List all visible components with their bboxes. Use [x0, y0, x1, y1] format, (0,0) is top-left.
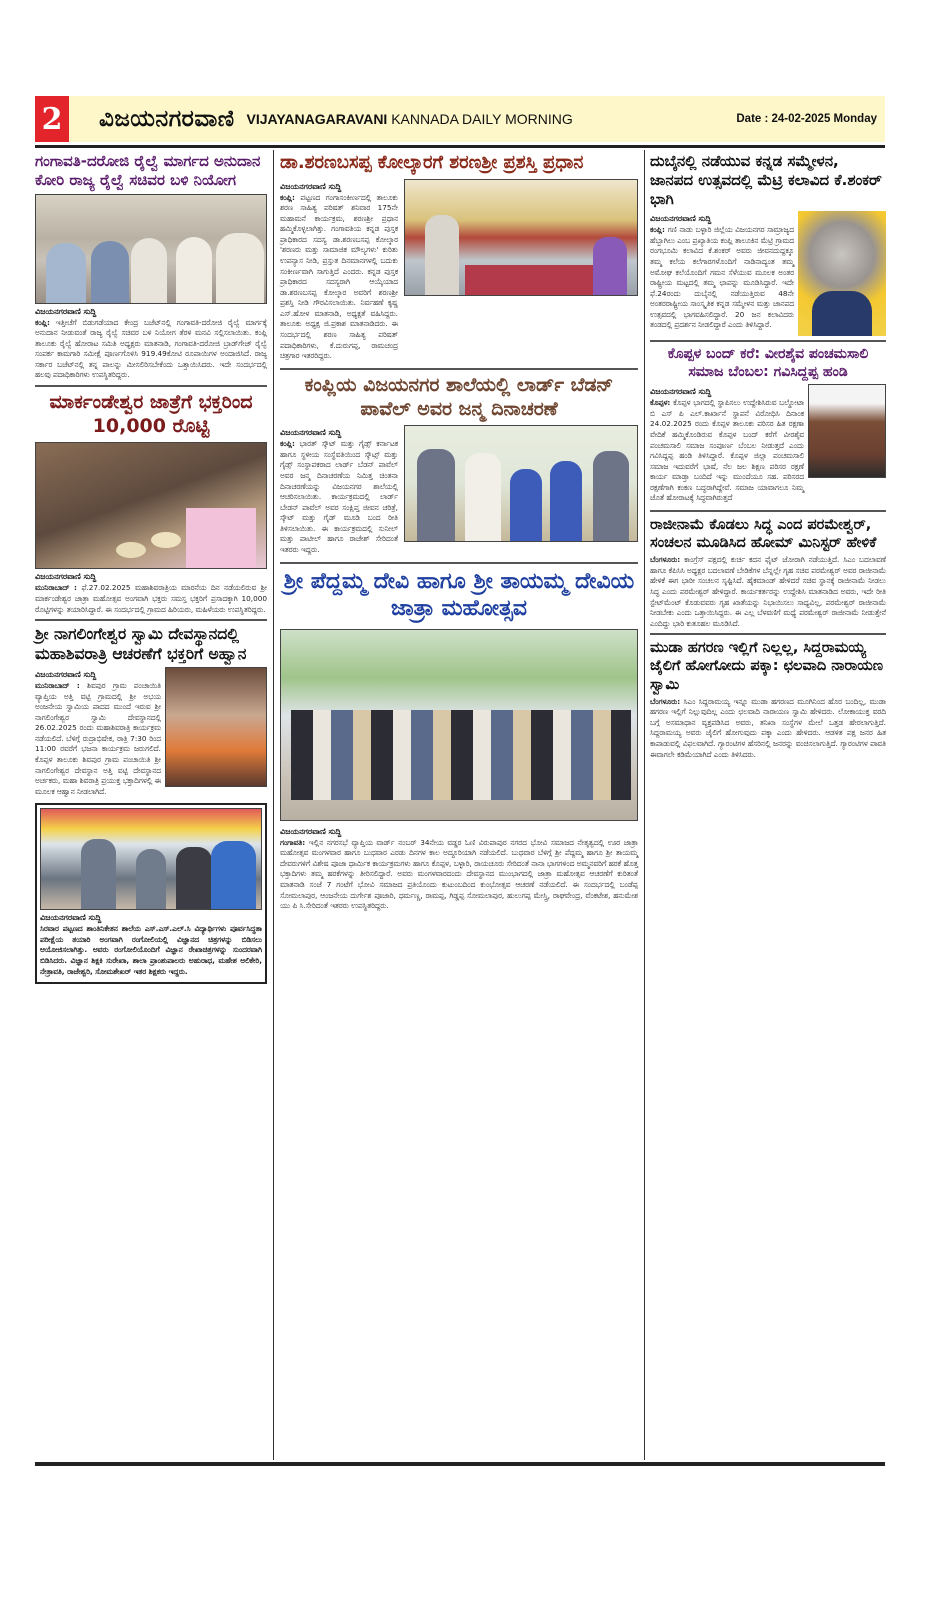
- issue-date: Date : 24-02-2025 Monday: [736, 113, 877, 125]
- headline: ಶ್ರೀ ಪೆದ್ದಮ್ಮ ದೇವಿ ಹಾಗೂ ಶ್ರೀ ತಾಯಮ್ಮ ದೇವಿಯ ಜಾತ್ರಾ ಮಹೋತ್ಸವ: [283, 568, 635, 622]
- headline: ಕಂಪ್ಲಿಯ ವಿಜಯನಗರ ಶಾಲೆಯಲ್ಲಿ ಲಾರ್ಡ್ ಬೆಡನ್ ಪಾವೆಲ್ ಅವರ ಜನ್ಮ ದಿನಾಚರಣೆ: [304, 373, 614, 420]
- article-separator: [35, 619, 267, 621]
- dateline: ಕಂಪ್ಲಿ:: [280, 439, 295, 449]
- column-divider: [644, 150, 645, 1460]
- byline: ವಿಜಯನಗರವಾಣಿ ಸುದ್ದಿ: [35, 306, 97, 316]
- body-text: ಪಟ್ಟಣದ ಗಂಗಾಸಂಕೀರ್ಣದಲ್ಲಿ ತಾಲೂಕು ಶರಣ ಸಾಹಿತ್ಯ ಪರಿಷತ್ ಶನಿವಾರ 175ನೇ ಮಹಾಮನೆ ಕಾರ್ಯಕ್ರಮ, ಶರಣಶ್ರೀ ಪ್ರಧಾನ ಹಮ್ಮಿಕೊಳ್ಳಲಾಗಿತ್ತು. ಗಂಗಾವತಿಯ ಕನ್ನಡ ಪುಸ್ತಕ ಪ್ರಾಧಿಕಾರದ ಸದಸ್ಯ ಡಾ.ಶರಣಬಸಪ್ಪ ಕೋಲ್ಕಾರ 'ಶರಣರು ಮತ್ತು ಸಾಮಾಜಿಕ ಮೌಲ್ಯಗಳು' ಕುರಿತು ಉಪನ್ಯಾಸ ನೀಡಿ, ಪ್ರಸ್ತುತ ದಿನಮಾನಗಳಲ್ಲಿ ಬದುಕು ಸಂಕೀರ್ಣವಾಗಿ ಸಾಗುತ್ತಿದೆ ಎಂದರು. ಕನ್ನಡ ಪುಸ್ತಕ ಪ್ರಾಧಿಕಾರದ ಸದಸ್ಯರಾಗಿ ಆಯ್ಕೆಯಾದ ಡಾ.ಶರಣಬಸಪ್ಪ ಕೋಲ್ಕಾರ ಅವರಿಗೆ ಶರಣಶ್ರೀ ಪ್ರಶಸ್ತಿ ನೀಡಿ ಗೌರವಿಸಲಾಯಿತು. ನಿರ್ವಹಣೆ ಕೃಷ್ಣ ಎಸ್.ಹೋಳ ಮಾತನಾಡಿ, ಅಧ್ಯಕ್ಷತೆ ವಹಿಸಿದ್ದರು. ತಾಲೂಕು ಅಧ್ಯಕ್ಷ ಜಿ.ಪ್ರಕಾಶ ಮಾತನಾಡಿದರು. ಈ ಸಂದರ್ಭದಲ್ಲಿ ಶರಣ ಸಾಹಿತ್ಯ ಪರಿಷತ್ ಪದಾಧಿಕಾರಿಗಳು, ಕೆ.ದುರುಗಪ್ಪ, ರಾಮಚಂದ್ರ ಚಿತ್ರಗಾರ ಇತರರಿದ್ದರು.: [280, 192, 398, 361]
- body-text: ಗಣಿ ನಾಡು ಬಳ್ಳಾರಿ ಜಿಲ್ಲೆಯ ವಿಜಯನಗರ ಸಾಮ್ರಾಜ್ಯದ ಹೆಬ್ಬಾಗಿಲು ಎಂಬ ಪ್ರಖ್ಯಾತಿಯ ಕಂಪ್ಲಿ ತಾಲೂಕಿನ ಮೆಟ್ರಿ ಗ್ರಾಮದ ರಂಗಭೂಮಿ ಕಲಾವಿದ ಕೆ.ಶಂಕರ್ ಅವರು ಜೀವನದುದ್ದಕ್ಕೂ ತಮ್ಮ ಕಲೆಯ ಕಲೆಗಾರಗಳೊಂದಿಗೆ ನಾಡಿನಾದ್ಯಂತ ತಮ್ಮ ಅಮೋಘ ಕಲೆಯೊಂದಿಗೆ ಗಮನ ಸೆಳೆಯುವ ಮೂಲಕ ಅಂತರ ರಾಷ್ಟ್ರೀಯ ಮಟ್ಟದಲ್ಲಿ ತಮ್ಮ ಛಾಪನ್ನು ಮೂಡಿಸಿದ್ದಾರೆ. ಇದೇ ಫೆ.24ರಂದು ದುಬೈನಲ್ಲಿ ನಡೆಯುತ್ತಿರುವ 48ನೇ ಅಂತರರಾಷ್ಟ್ರೀಯ ಸಾಂಸ್ಕೃತಿಕ ಕನ್ನಡ ಸಮ್ಮೇಳನ ಮತ್ತು ಜಾನಪದ ಉತ್ಸವದಲ್ಲಿ ಭಾಗವಹಿಸಲಿದ್ದಾರೆ. 20 ಜನ ಕಲಾವಿದರು ತಂಡದಲ್ಲಿ ಪ್ರದರ್ಶನ ನೀಡಲಿದ್ದಾರೆ ಎಂದು ತಿಳಿಸಿದ್ದಾರೆ.: [650, 225, 794, 330]
- headline: ಗಂಗಾವತಿ-ದರೋಜಿ ರೈಲ್ವೆ ಮಾರ್ಗದ ಅನುದಾನ ಕೋರಿ ರಾಜ್ಯ ರೈಲ್ವೆ ಸಚಿವರ ಬಳಿ ನಿಯೋಗ: [35, 152, 261, 189]
- article-separator: [650, 510, 886, 512]
- photo-jatra-group: [280, 629, 638, 821]
- article-body: [280, 193, 398, 362]
- article-markandeshwara: [35, 391, 267, 615]
- dateline: ಮುನಿರಾಬಾದ್ :: [35, 680, 80, 690]
- headline: ರಾಜೀನಾಮೆ ಕೊಡಲು ಸಿದ್ಧ ಎಂದ ಪರಮೇಶ್ವರ್, ಸಂಚಲನ ಮೂಡಿಸಿದ ಹೋಮ್ ಮಿನಿಸ್ಟರ್ ಹೇಳಿಕೆ: [650, 517, 877, 552]
- article-body: [650, 555, 886, 629]
- photo-rotti-making: [35, 442, 267, 569]
- body-text: ಶಿವಪುರ ಗ್ರಾಮ ಪಂಚಾಯಿತಿ ವ್ಯಾಪ್ತಿಯ ಅತ್ತಿ ವಟ್ಟಿ ಗ್ರಾಮದಲ್ಲಿ ಶ್ರೀ ಅಭಯ ಅಂಜನೇಯ ಸ್ವಾಮಿಯ ಪಾದದ ಮುಂದೆ ಇರುವ ಶ್ರೀ ನಾಗಲಿಂಗೇಶ್ವರ ಸ್ವಾಮಿ ದೇವಸ್ಥಾನದಲ್ಲಿ 26.02.2025 ರಂದು ಮಹಾಶಿವರಾತ್ರಿ ಕಾರ್ಯಕ್ರಮ ನಡೆಯಲಿದೆ. ಬೆಳಿಗ್ಗೆ ರುದ್ರಾಭಿಷೇಕ, ರಾತ್ರಿ 7:30 ರಿಂದ 11:00 ರವರೆಗೆ ಭಜನಾ ಕಾರ್ಯಕ್ರಮ ಜರುಗಲಿದೆ. ಕೊಪ್ಪಳ ತಾಲೂಕು ಶಿವಪುರ ಗ್ರಾಮ ಪಂಚಾಯಿತಿ ಶ್ರೀ ನಾಗಲಿಂಗೇಶ್ವರ ದೇವಸ್ಥಾನ ಅತ್ತಿ ವಟ್ಟಿ ದೇವಸ್ಥಾನದ ಅರ್ಚಕರು, ಮಹಾ ಶಿವರಾತ್ರಿ ಪ್ರಯುಕ್ತ ಭಕ್ತಾದಿಗಳಲ್ಲಿ ಈ ಮೂಲಕ ಆಹ್ವಾನ ನೀಡಲಾಗಿದೆ.: [35, 680, 161, 796]
- byline: ವಿಜಯನಗರವಾಣಿ ಸುದ್ದಿ: [650, 214, 712, 224]
- dateline: ಗಂಗಾವತಿ:: [280, 837, 306, 847]
- column-divider: [273, 150, 274, 1460]
- article-railway: [35, 152, 267, 381]
- article-separator: [650, 633, 886, 635]
- body-text: ಕಾಂಗ್ರೆಸ್ ಪಕ್ಷದಲ್ಲಿ ಕುರ್ಚಿ ಕದನ ಫೈಟ್ ಜೋರಾಗಿ ನಡೆಯುತ್ತಿದೆ. ಸಿಎಂ ಬದಲಾವಣೆ ಹಾಗೂ ಕೆಪಿಸಿಸಿ ಅಧ್ಯಕ್ಷರ ಬದಲಾವಣೆ ಬೇಡಿಕೆಗಳ ಬೆನ್ನಲ್ಲೇ ಗೃಹ ಸಚಿವ ಪರಮೇಶ್ವರ್ ಅವರ ರಾಜೀನಾಮೆ ಹೇಳಿಕೆ ಈಗ ಭಾರೀ ಸಂಚಲನ ಸೃಷ್ಟಿಸಿದೆ. ಹೈಕಮಾಂಡ್ ಹೇಳಿದರೆ ಸಚಿವ ಸ್ಥಾನಕ್ಕೆ ರಾಜೀನಾಮೆ ನೀಡಲು ಸಿದ್ಧ ಎಂದು ಪರಮೇಶ್ವರ್ ಹೇಳಿದ್ದಾರೆ. ಕಾರ್ಯಕರ್ತರನ್ನು ಉದ್ದೇಶಿಸಿ ಮಾತನಾಡಿದ ಅವರು, ಇದೇ ರೀತಿ ಸ್ಟೇಟ್‌ಮೆಂಟ್ ಕೊಡುವವರು ಗೃಹ ಖಾತೆಯನ್ನು ನಿಭಾಯಿಸಲು ಸಾಧ್ಯವಿಲ್ಲ, ಪರಮೇಶ್ವರ್ ರಾಜೀನಾಮೆ ನೀಡಬೇಕು ಎಂದು ಒತ್ತಾಯಿಸಿದ್ದರು. ಈ ಎಲ್ಲ ಬೆಳವಣಿಗೆ ಮಧ್ಯೆ ಪರಮೇಶ್ವರ್ ರಾಜೀನಾಮೆ ನೀಡುತ್ತೇನೆ ಎಂದಿದ್ದು ಭಾರಿ ಕುತೂಹಲ ಮೂಡಿಸಿದೆ.: [650, 555, 886, 628]
- body-text: ಭಾರತ್ ಸ್ಕೌಟ್ ಮತ್ತು ಗೈಡ್ಸ್ ಕರ್ನಾಟಕ ಹಾಗೂ ಸ್ಥಳೀಯ ಸಂಸ್ಥೆವತಿಯಿಂದ ಸ್ಕೌಟ್ಸ್ ಮತ್ತು ಗೈಡ್ಸ್ ಸಂಸ್ಥಾಪಕರಾದ ಲಾರ್ಡ್ ಬೆಡನ್ ಪಾವೆಲ್ ಅವರ ಜನ್ಮ ದಿನಾಚರಣೆಯ ನಿಮಿತ್ತ ಚಿಂತನಾ ದಿನಾಚರಣೆಯನ್ನು ವಿಜಯನಗರ ಶಾಲೆಯಲ್ಲಿ ಆಚರಿಸಲಾಯಿತು. ಕಾರ್ಯಕ್ರಮದಲ್ಲಿ ಲಾರ್ಡ್ ಬೇಡನ್ ಪಾವೆಲ್ ಅವರ ಸಂಕ್ಷಿಪ್ತ ಜೀವನ ಚರಿತ್ರೆ, ಸ್ಕೌಟ್ ಮತ್ತು ಗೈಡ್ ಮೂಡಿ ಬಂದ ರೀತಿ ತಿಳಿಸಲಾಯಿತು. ಈ ಕಾರ್ಯಕ್ರಮದಲ್ಲಿ ಸುನೀಲ್ ಮತ್ತು ಪಾಟೀಲ್ ಹಾಗೂ ರಾಜೇಶ್ ಸೇರಿದಂತೆ ಇತರರು ಇದ್ದರು.: [280, 439, 398, 555]
- article-body: [35, 318, 267, 381]
- photo-award-ceremony: [404, 179, 638, 296]
- article-sharanabasappa: [280, 152, 638, 364]
- article-body: [650, 225, 794, 331]
- body-text: ಫೆ.27.02.2025 ಮಹಾಶಿವರಾತ್ರಿಯ ಮಾರನೆಯ ದಿನ ನಡೆಯಲಿರುವ ಶ್ರೀ ಮಾರ್ಕಂಡೇಶ್ವರ ಜಾತ್ರಾ ಮಹೋತ್ಸವ ಅಂಗವಾಗಿ ಭಕ್ತರು ಸಮಸ್ತ ಭಕ್ತರಿಗೆ ಪ್ರಸಾದಕ್ಕಾಗಿ 10,000 ರೊಟ್ಟಿಗಳನ್ನು ತಯಾರಿಸಿದ್ದಾರೆ. ಈ ಸಂದರ್ಭದಲ್ಲಿ ಗ್ರಾಮದ ಹಿರಿಯರು, ಮಹಿಳೆಯರು ಉಪಸ್ಥಿತರಿದ್ದರು.: [35, 583, 267, 614]
- byline: ವಿಜಯನಗರವಾಣಿ ಸುದ್ದಿ: [40, 913, 102, 923]
- dateline: ಬೆಂಗಳೂರು:: [650, 555, 681, 565]
- article-body: [650, 398, 804, 504]
- dateline: ಕಂಪ್ಲಿ:: [280, 192, 295, 202]
- article-baden-powell: [280, 374, 638, 558]
- article-body: [650, 697, 886, 760]
- photo-scouts-rangoli: [40, 808, 262, 910]
- article-dubai: [650, 152, 886, 336]
- article-body: ಸಿರವಾರ ಪಟ್ಟಣದ ಶಾಂತಿನಿಕೇತನ ಶಾಲೆಯ ಎಸ್.ಎಸ್.ಎಲ್.ಸಿ ವಿದ್ಯಾರ್ಥಿಗಳು ಪೂರ್ವಸಿದ್ಧತಾ ಪರೀಕ್ಷೆಯ ತಯಾರಿ ಅಂಗವಾಗಿ ರಂಗೋಲಿಯಲ್ಲಿ ವಿಜ್ಞಾನದ ಚಿತ್ರಗಳನ್ನು ಬಿಡಿಸಲು ಆಯೋಜಿಸಲಾಗಿತ್ತು. ಅವರು ರಂಗೋಲಿಯೊಂದಿಗೆ ವಿಜ್ಞಾನ ರೇಖಾಚಿತ್ರಗಳನ್ನು ಸುಂದರವಾಗಿ ಬಿಡಿಸಿದರು. ವಿಜ್ಞಾನ ಶಿಕ್ಷಕಿ ಸುರೇಖಾ, ಶಾಲಾ ಪ್ರಾಂಶುಪಾಲರು ಅಹುರಾಧ, ಮಹೇಶ ಅಲಿಕೇರಿ, ನೇತ್ರಾವತಿ, ರಾಜೇಶ್ವರಿ, ಸೋಮಶೇಖರ್ ಇತರ ಶಿಕ್ಷಕರು ಇದ್ದರು.: [40, 924, 262, 976]
- headline: ಮಾರ್ಕಂಡೇಶ್ವರ ಜಾತ್ರೆಗೆ ಭಕ್ತರಿಂದ 10,000 ರೊಟ್ಟಿ: [49, 390, 253, 437]
- headline: ಮುಡಾ ಹಗರಣ ಇಲ್ಲಿಗೆ ನಿಲ್ಲಲ್ಲ, ಸಿದ್ದರಾಮಯ್ಯ ಜೈಲಿಗೆ ಹೋಗೋದು ಪಕ್ಕಾ: ಛಲವಾದಿ ನಾರಾಯಣ ಸ್ವಾಮಿ: [650, 640, 884, 693]
- headline: ಕೊಪ್ಪಳ ಬಂದ್ ಕರೆ: ವೀರಶೈವ ಪಂಚಮಸಾಲಿ ಸಮಾಜ ಬೆಂಬಲ: ಗವಿಸಿದ್ದಪ್ಪ ಹಂಡಿ: [667, 346, 869, 380]
- dateline: ಮುನಿರಾಬಾದ್ :: [35, 583, 77, 593]
- dateline: ಕಂಪ್ಲಿ:: [35, 317, 50, 327]
- english-title: [247, 111, 573, 127]
- byline: ವಿಜಯನಗರವಾಣಿ ಸುದ್ದಿ: [280, 181, 342, 191]
- headline: ದುಬೈನಲ್ಲಿ ನಡೆಯುವ ಕನ್ನಡ ಸಮ್ಮೇಳನ, ಜಾನಪದ ಉತ್ಸವದಲ್ಲಿ ಮೆಟ್ರಿ ಕಲಾವಿದ ಕೆ.ಶಂಕರ್ ಭಾಗಿ: [650, 152, 882, 208]
- article-body: [35, 583, 267, 615]
- body-text: ಇಲ್ಲಿನ ನಗರಸಭೆ ವ್ಯಾಪ್ತಿಯ ವಾರ್ಡ್ ನಂಬರ್ 34ನೇಯ ವಡ್ಡರ ಓಣಿ ವಿರುಪಾಪುರ ನಗರದ ಭೋವಿ ಸಮಾಜದ ನೇತೃತ್ವದಲ್ಲಿ ಊರ ಜಾತ್ರಾ ಮಹೋತ್ಸವ ಮಂಗಳವಾರ ಹಾಗೂ ಬುಧವಾರ ಎರಡು ದಿನಗಳ ಕಾಲ ಅದ್ದೂರಿಯಾಗಿ ನಡೆಯಲಿದೆ. ಬುಧವಾರ ಬೆಳಿಗ್ಗೆ ಶ್ರೀ ಪೆದ್ದಮ್ಮ ಹಾಗೂ ಶ್ರೀ ತಾಯಮ್ಮ ದೇವರುಗಳಿಗೆ ವಿಶೇಷ ಪೂಜಾ ಧಾರ್ಮಿಕ ಕಾರ್ಯಕ್ರಮಗಳು ಹಾಗೂ ಕೊಪ್ಪಳ, ಬಳ್ಳಾರಿ, ರಾಯಚೂರು ಸೇರಿದಂತೆ ನಾನಾ ಭಾಗಗಳಿಂದ ಅಮ್ಮನವರಿಗೆ ಹರಕೆ ಹೊತ್ತ ಭಕ್ತಾದಿಗಳು ತಮ್ಮ ಹರಕೆಗಳನ್ನು ತೀರಿಸಲಿದ್ದಾರೆ. ಅವರು ಮಂಗಳವಾರದಂದು ದೇವಸ್ಥಾನದ ಮುಂಭಾಗದಲ್ಲಿ ಜಾತ್ರಾ ಮಹೋತ್ಸವ ಆಚರಣೆಗೆ ಕುರಿತಂತೆ ಮಾತನಾಡಿ ಸಂಜೆ 7 ಗಂಟೆಗೆ ಭೋವಿ ಸಮಾಜದ ಪ್ರತಿಯೊಂದು ಕುಟುಂಬದಿಂದ ಕುಂಭೋತ್ಸವ ಆಚರಣೆ ನಡೆಯಲಿದೆ. ಈ ಸಂದರ್ಭದಲ್ಲಿ ಬಂಡೆಪ್ಪ ಸೋಮಲಾಪುರ, ಆಂಜನೇಯ ದುರ್ಗೇಶ ಪೂಜಾರಿ, ಧರ್ಮಣ್ಣ, ರಾಮಪ್ಪ, ಗಿಡ್ಡಪ್ಪ ಸೋಮಲಾಪುರ, ಹುಲುಗಪ್ಪ ಮೇಸ್ತ್ರಿ, ರಾಘವೇಂದ್ರ, ವೆಂಕಟೇಶ, ಹನುಮೇಶ ಯು ಪಿ ಸಿ.ಸೇರಿದಂತೆ ಇತರರು ಉಪಸ್ಥಿತರಿದ್ದರು.: [280, 837, 638, 911]
- article-separator: [280, 562, 638, 564]
- byline: ವಿಜಯನಗರವಾಣಿ ಸುದ್ದಿ: [650, 387, 712, 397]
- article-body: [280, 439, 398, 555]
- body-text: ಕೊಪ್ಪಳ ಭಾಗದಲ್ಲಿ ಸ್ಥಾಪಿಸಲು ಉದ್ದೇಶಿಸಿರುವ ಬಲ್ಡೋಟಾ ಬಿ ಎಸ್ ಪಿ ಎಲ್.ಕಾರ್ಖಾನೆ ಸ್ಥಾಪನೆ ವಿರೋಧಿಸಿ ದಿನಾಂಕ 24.02.2025 ರಂದು ಕೊಪ್ಪಳ ತಾಲೂಕು ಪರಿಸರ ಹಿತ ರಕ್ಷಣಾ ವೇದಿಕೆ ಹಮ್ಮಿಕೊಂಡಿರುವ ಕೊಪ್ಪಳ ಬಂದ್ ಕರೆಗೆ ವೀರಶೈವ ಪಂಚಮಸಾಲಿ ಸಮಾಜ ಸಂಪೂರ್ಣ ಬೆಂಬಲ ನೀಡುತ್ತದೆ ಎಂದು ಗವಿಸಿದ್ದಪ್ಪ ಹಂಡಿ ತಿಳಿಸಿದ್ದಾರೆ. ಕೊಪ್ಪಳ ಜಿಲ್ಲಾ ಪಂಚಮಸಾಲಿ ಸಮಾಜ ಇದುವರೆಗೆ ಭಾಷೆ, ನೆಲ ಜಲ ಶಿಕ್ಷಣ ಪರಿಸರ ರಕ್ಷಣೆ ಕಾರ್ಯ ಮಾಡ್ತಾ ಬಂದಿದೆ ಇನ್ನು ಮುಂದೆಯೂ ಸಹ. ಪರಿಸರದ ರಕ್ಷಣೆಗಾಗಿ ಕಂಕಣ ಬದ್ಧರಾಗಿದ್ದೇವೆ. ಸಮಾಜ ಯಾವಾಗಲೂ ನಿಮ್ಮ ಜೊತೆ ಹೋರಾಟಕ್ಕೆ ಸಿದ್ಧವಾಗಿರುತ್ತದೆ: [650, 398, 804, 503]
- left-column: [35, 152, 267, 984]
- right-column: [650, 152, 886, 762]
- article-rangoli: [35, 803, 267, 984]
- photo-gavisiddappa-handi: [808, 384, 886, 478]
- article-nagalingeshwara: [35, 625, 267, 799]
- byline: ವಿಜಯನಗರವಾಣಿ ಸುದ್ದಿ: [35, 669, 97, 679]
- english-subtitle: KANNADA DAILY MORNING: [391, 111, 573, 127]
- body-text: ಸಿಎಂ ಸಿದ್ದರಾಮಯ್ಯ ಇನ್ನೂ ಮುಡಾ ಹಗರಣದ ಮೂಗಿನಿಂದ ಹೊರ ಬಂದಿಲ್ಲ, ಮುಡಾ ಹಗರಣ ಇಲ್ಲಿಗೆ ನಿಲ್ಲುವುದಿಲ್ಲ ಎಂದು ಛಲವಾದಿ ನಾರಾಯಣ ಸ್ವಾಮಿ ಹೇಳಿದರು. ಲೋಕಾಯುಕ್ತ ವರದಿ ಬಗ್ಗೆ ಅಸಮಾಧಾನ ವ್ಯಕ್ತಪಡಿಸಿದ ಅವರು, ತನಿಖಾ ಸಂಸ್ಥೆಗಳ ಮೇಲೆ ಒತ್ತಡ ಹೇರಲಾಗುತ್ತಿದೆ. ಸಿದ್ದರಾಮಯ್ಯ ಅವರು ಜೈಲಿಗೆ ಹೋಗುವುದು ಪಕ್ಕಾ ಎಂದು ಹೇಳಿದರು. ಆಡಳಿತ ಪಕ್ಷ ಜನರ ಹಿತ ಕಾಪಾಡುವಲ್ಲಿ ವಿಫಲವಾಗಿದೆ. ಗ್ಯಾರಂಟಿಗಳ ಹೆಸರಿನಲ್ಲಿ ಜನರನ್ನು ವಂಚಿಸಲಾಗುತ್ತಿದೆ. ಗ್ಯಾರಂಟಿಗಳ ಪಾವತಿ ಈವಾಗಲೇ ಕಡಿಮೆಯಾಗಿದೆ ಎಂದು ತಿಳಿಸಿದರು.: [650, 696, 886, 759]
- byline: ವಿಜಯನಗರವಾಣಿ ಸುದ್ದಿ: [280, 826, 342, 836]
- article-peddamma: [280, 568, 638, 914]
- article-separator: [280, 368, 638, 370]
- masthead-rule: [35, 145, 885, 148]
- article-body: [35, 681, 161, 797]
- photo-meeting: [35, 194, 267, 304]
- body-text: ಇತ್ತೀಚೆಗೆ ಬಿಡುಗಡೆಯಾದ ಕೇಂದ್ರ ಬಜೆಟ್‌ನಲ್ಲಿ ಗಂಗಾವತಿ-ದರೋಜಿ ರೈಲ್ವೆ ಮಾರ್ಗಕ್ಕೆ ಅನುದಾನ ನೀಡುವಂತೆ ರಾಜ್ಯ ರೈಲ್ವೆ ಸಚಿವರ ಬಳಿ ನಿಯೋಗ ತೆರಳಿ ಮನವಿ ಸಲ್ಲಿಸಲಾಯಿತು. ಕಂಪ್ಲಿ ತಾಲೂಕು ರೈಲ್ವೆ ಹೋರಾಟ ಸಮಿತಿ ಅಧ್ಯಕ್ಷರು ಮಾತನಾಡಿ, ಗಂಗಾವತಿ-ದರೋಜಿ ಬ್ರಾಡ್‌ಗೇಜ್ ರೈಲ್ವೆ ಸಂಪರ್ಕ ಕಾಮಗಾರಿ ಸಮೀಕ್ಷೆ ಪೂರ್ಣಗೊಳಿಸಿ 919.49ಕೋಟಿ ರೂಪಾಯಿಗಳ ಅಂದಾಜಿಸಿದೆ. ರಾಜ್ಯ ಸರ್ಕಾರ ಬಜೆಟ್‌ನಲ್ಲಿ ತನ್ನ ಪಾಲನ್ನು ಮೀಸಲಿರಿಸಬೇಕೆಂದು ಒತ್ತಾಯಿಸಿದರು. ಇದೇ ಸಂದರ್ಭದಲ್ಲಿ ಹಲವು ಪದಾಧಿಕಾರಿಗಳು ಉಪಸ್ಥಿತರಿದ್ದರು.: [35, 317, 267, 380]
- newspaper-logo: ವಿಜಯನಗರವಾಣಿ: [99, 106, 235, 132]
- dateline: ಬೆಂಗಳೂರು:: [650, 696, 681, 706]
- article-separator: [35, 385, 267, 387]
- photo-artist-shankar: [798, 211, 886, 336]
- article-separator: [650, 340, 886, 342]
- headline: ಡಾ.ಶರಣಬಸಪ್ಪ ಕೋಲ್ಕಾರಗೆ ಶರಣಶ್ರೀ ಪ್ರಶಸ್ತಿ ಪ್ರಧಾನ: [280, 152, 584, 173]
- article-koppal-bandh: [650, 346, 886, 506]
- byline: ವಿಜಯನಗರವಾಣಿ ಸುದ್ದಿ: [280, 428, 342, 438]
- headline: ಶ್ರೀ ನಾಗಲಿಂಗೇಶ್ವರ ಸ್ವಾಮಿ ದೇವಸ್ಥಾನದಲ್ಲಿ ಮಹಾಶಿವರಾತ್ರಿ ಆಚರಣೆಗೆ ಭಕ್ತರಿಗೆ ಅಹ್ವಾನ: [35, 625, 247, 663]
- byline: ವಿಜಯನಗರವಾಣಿ ಸುದ್ದಿ: [35, 572, 97, 582]
- article-body: [280, 838, 638, 912]
- dateline: ಕಂಪ್ಲಿ:: [650, 225, 665, 235]
- article-parameshwar: [650, 516, 886, 629]
- page-number: 2: [35, 96, 69, 142]
- photo-priest-idol: [165, 667, 267, 787]
- english-title-bold: VIJAYANAGARAVANI: [246, 111, 388, 127]
- masthead: [35, 96, 885, 142]
- article-muda: [650, 639, 886, 760]
- middle-column: [280, 152, 638, 914]
- dateline: ಕೊಪ್ಪಳ:: [650, 398, 671, 408]
- photo-scouts-group: [404, 425, 638, 542]
- page-bottom-rule: [35, 1462, 885, 1466]
